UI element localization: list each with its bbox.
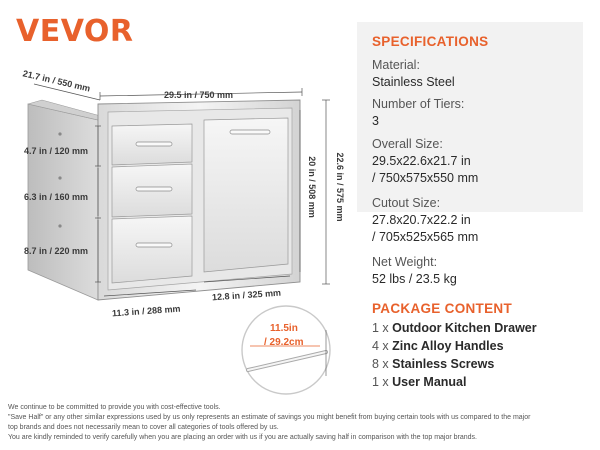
dim-drawer-middle: 6.3 in / 160 mm [24, 192, 89, 202]
footer-line: "Save Half" or any other similar expressions used by us only represents an estimate of savings you might benefit from buying certain tools with us compared to the major [8, 414, 531, 421]
handle-middle [136, 187, 172, 191]
cabinet-side [28, 104, 98, 300]
door-panel [204, 118, 288, 272]
handle-length-cm: / 29.2cm [264, 337, 304, 348]
material-label: Material: [372, 58, 420, 72]
overall-size-value-1: 29.5x22.6x21.7 in [372, 154, 471, 168]
material-value: Stainless Steel [372, 75, 455, 89]
package-item-qty: 8 x [372, 357, 393, 371]
package-title: PACKAGE CONTENT [372, 301, 513, 316]
tiers-label: Number of Tiers: [372, 97, 465, 111]
package-item [372, 357, 494, 371]
cutout-size-label: Cutout Size: [372, 196, 441, 210]
dim-door-width: 12.8 in / 325 mm [211, 287, 282, 303]
dim-overall-height: 22.6 in / 575 mm [335, 152, 345, 222]
package-item [372, 339, 504, 353]
specifications-title: SPECIFICATIONS [372, 34, 489, 49]
handle-zoom-detail [242, 306, 330, 394]
package-item-qty: 1 x [372, 375, 393, 389]
handle-length-in: 11.5in [270, 323, 298, 334]
overall-size-value-2: / 750x575x550 mm [372, 171, 479, 185]
package-item-name: Stainless Screws [392, 357, 495, 371]
cutout-size-value-1: 27.8x20.7x22.2 in [372, 213, 471, 227]
drawer-bottom [112, 216, 192, 283]
net-weight-label: Net Weight: [372, 255, 438, 269]
package-item [372, 321, 537, 335]
footer-line: You are kindly reminded to verify carefully when you are placing an order with us if you are actually saving half in comparison with the top major brands. [8, 434, 477, 441]
handle-bottom [136, 243, 172, 247]
handle-top [136, 142, 172, 146]
footer-line: top brands and does not necessarily mean to cover all categories of tools offered by us. [8, 424, 279, 431]
package-item-name: User Manual [392, 375, 467, 389]
package-item [372, 375, 467, 389]
dim-inner-height: 20 in / 508 mm [307, 156, 317, 218]
package-item-qty: 4 x [372, 339, 393, 353]
dim-width: 29.5 in / 750 mm [164, 90, 234, 100]
package-item-qty: 1 x [372, 321, 393, 335]
package-item-name: Outdoor Kitchen Drawer [392, 321, 537, 335]
dim-drawer-bottom: 8.7 in / 220 mm [24, 246, 89, 256]
cutout-size-value-2: / 705x525x565 mm [372, 230, 479, 244]
dim-drawer-width: 11.3 in / 288 mm [111, 303, 181, 319]
dim-drawer-top: 4.7 in / 120 mm [24, 146, 89, 156]
door-handle [230, 130, 270, 134]
footer-disclaimer [8, 403, 594, 443]
dim-depth: 21.7 in / 550 mm [21, 68, 92, 94]
package-item-name: Zinc Alloy Handles [392, 339, 504, 353]
net-weight-value: 52 lbs / 23.5 kg [372, 272, 457, 286]
brand-logo: VEVOR [16, 14, 134, 49]
overall-size-label: Overall Size: [372, 137, 443, 151]
footer-line: We continue to be committed to provide you with cost-effective tools. [8, 404, 221, 411]
tiers-value: 3 [372, 114, 379, 128]
